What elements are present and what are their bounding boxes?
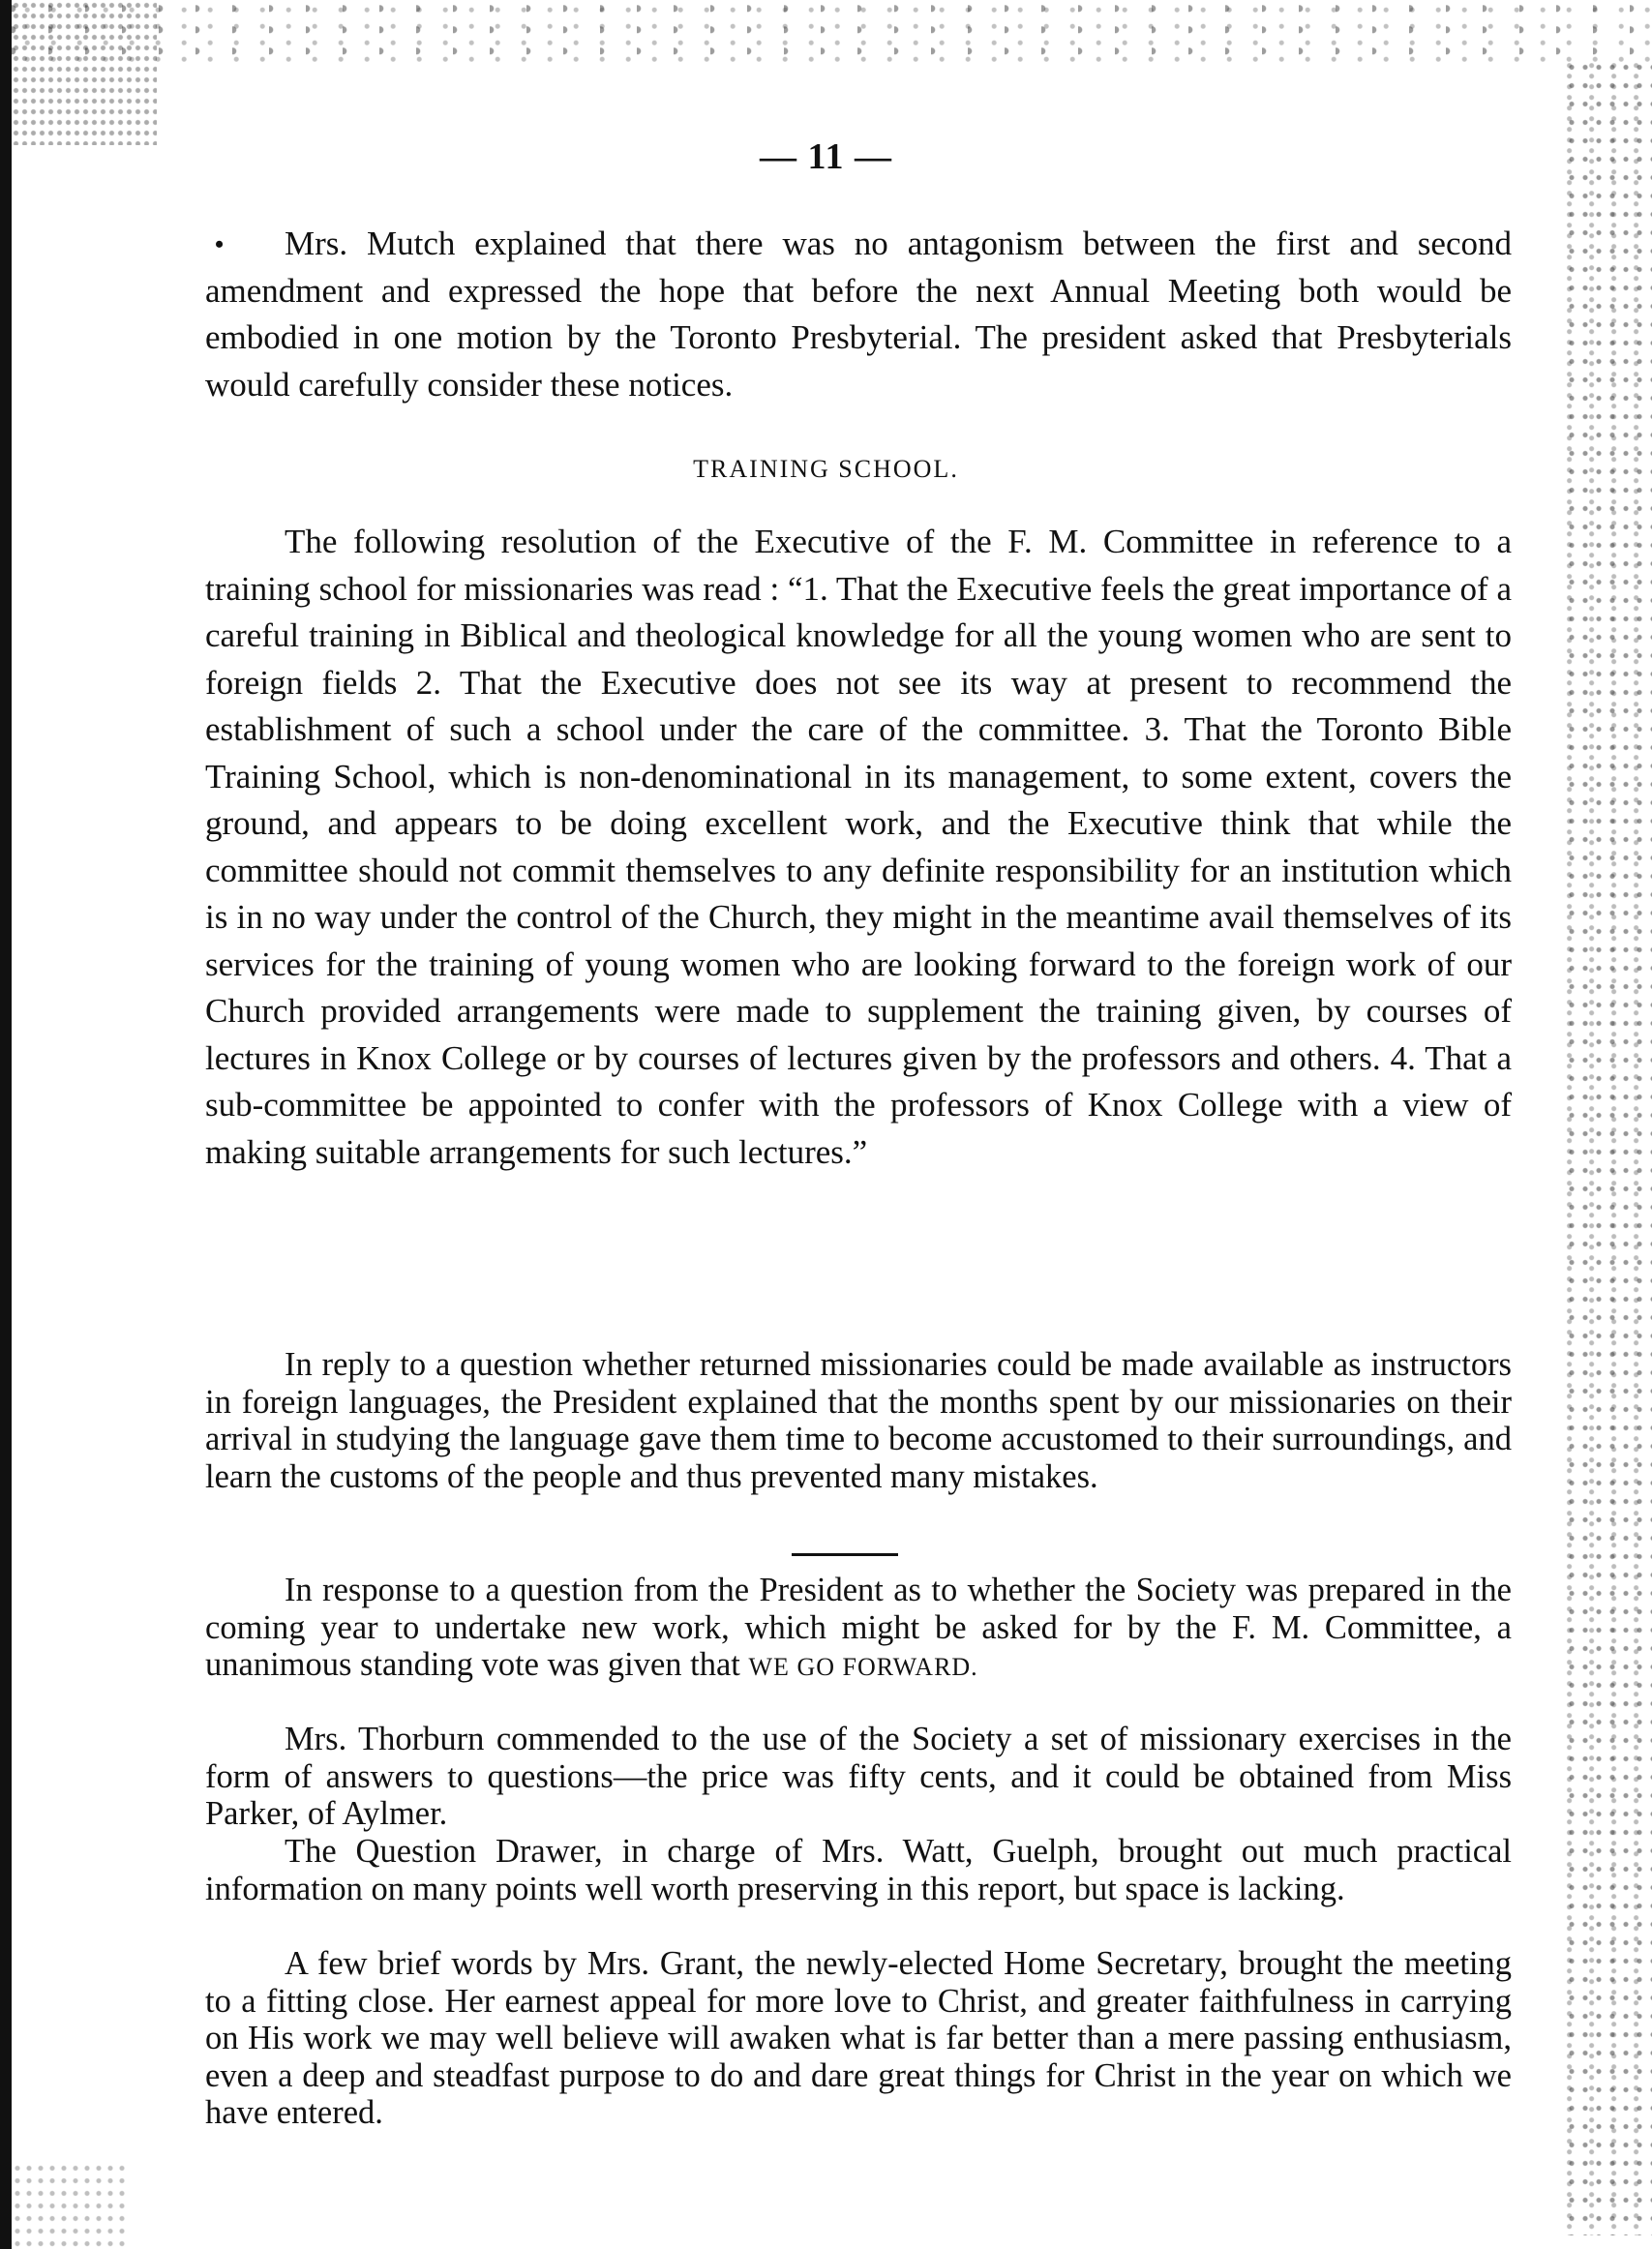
scan-noise-top xyxy=(12,0,1652,68)
page-edge-shadow xyxy=(0,0,12,2249)
paragraph-returned-missionaries: In reply to a question whether returned missionaries could be made available as instructors in foreign languages, the President explained that the months spent by our missionaries on their arrival in studying the language gave them time to become accustomed to their surroundings, and learn the customs of the people and thus prevented many mistakes. xyxy=(205,1346,1512,1495)
section-divider xyxy=(792,1553,898,1556)
paragraph-mutch-amendment: Mrs. Mutch explained that there was no antagonism between the first and second amendment and expressed the hope that before the next Annual Meeting both would be embodied in one motion by the Toronto Presbyterial. The president asked that Presbyterials would carefully consider these notices. xyxy=(205,225,1512,404)
we-go-forward-text: In response to a question from the President as to whether the Society was prepared in the coming year to undertake new work, which might be asked for by the F. M. Committee, a unanimous standing vote was given that xyxy=(205,1572,1512,1683)
margin-mark: • xyxy=(215,230,225,258)
paragraph-thorburn-exercises: Mrs. Thorburn commended to the use of the Society a set of missionary exercises in the form of answers to questions—the price was fifty cents, and it could be obtained from Miss Parker, of Aylmer. xyxy=(205,1721,1512,1832)
scan-noise-right xyxy=(1565,58,1652,2235)
we-go-forward-caps: WE GO FORWARD. xyxy=(748,1653,978,1681)
page-number: — 11 — xyxy=(760,136,892,177)
scan-noise-bottom-left xyxy=(12,2162,128,2249)
section-heading-training-school: TRAINING SCHOOL. xyxy=(693,455,959,483)
paragraph-closing-words: A few brief words by Mrs. Grant, the newly-elected Home Secretary, brought the meeting to a fitting close. Her earnest appeal for more love to Christ, and greater faithfulness in carrying on His work we may well believe will awaken what is far better than a mere passing enthusiasm, even a deep and steadfast purpose to do and dare great things for Christ in the year on which we have entered. xyxy=(205,1945,1512,2131)
paragraph-training-resolution: The following resolution of the Executive of the F. M. Committee in reference to a training school for missionaries was read : “1. That the Executive feels the great importance of a careful training in Biblical and theological knowledge for all the young women who are sent to foreign fields 2. That the Executive does not see its way at present to recommend the establishment of such a school under the care of the committee. 3. That the Toronto Bible Training School, which is non-denominational in its management, to some extent, covers the ground, and appears to be doing excellent work, and the Executive think that while the committee should not commit themselves to any definite responsibility for an institution which is in no way under the control of the Church, they might in the meantime avail themselves of its services for the training of young women who are looking forward to the foreign work of our Church provided arrangements were made to supplement the training given, by courses of lectures in Knox College or by courses of lectures given by the professors and others. 4. That a sub-committee be appointed to confer with the professors of Knox College with a view of making suitable arrangements for such lectures.” xyxy=(205,523,1512,1171)
paragraph-question-drawer: The Question Drawer, in charge of Mrs. Watt, Guelph, brought out much practical information on many points well worth preserving in this report, but space is lacking. xyxy=(205,1833,1512,1907)
paragraph-we-go-forward xyxy=(205,1572,1512,1687)
scan-noise-top-left xyxy=(12,0,157,145)
